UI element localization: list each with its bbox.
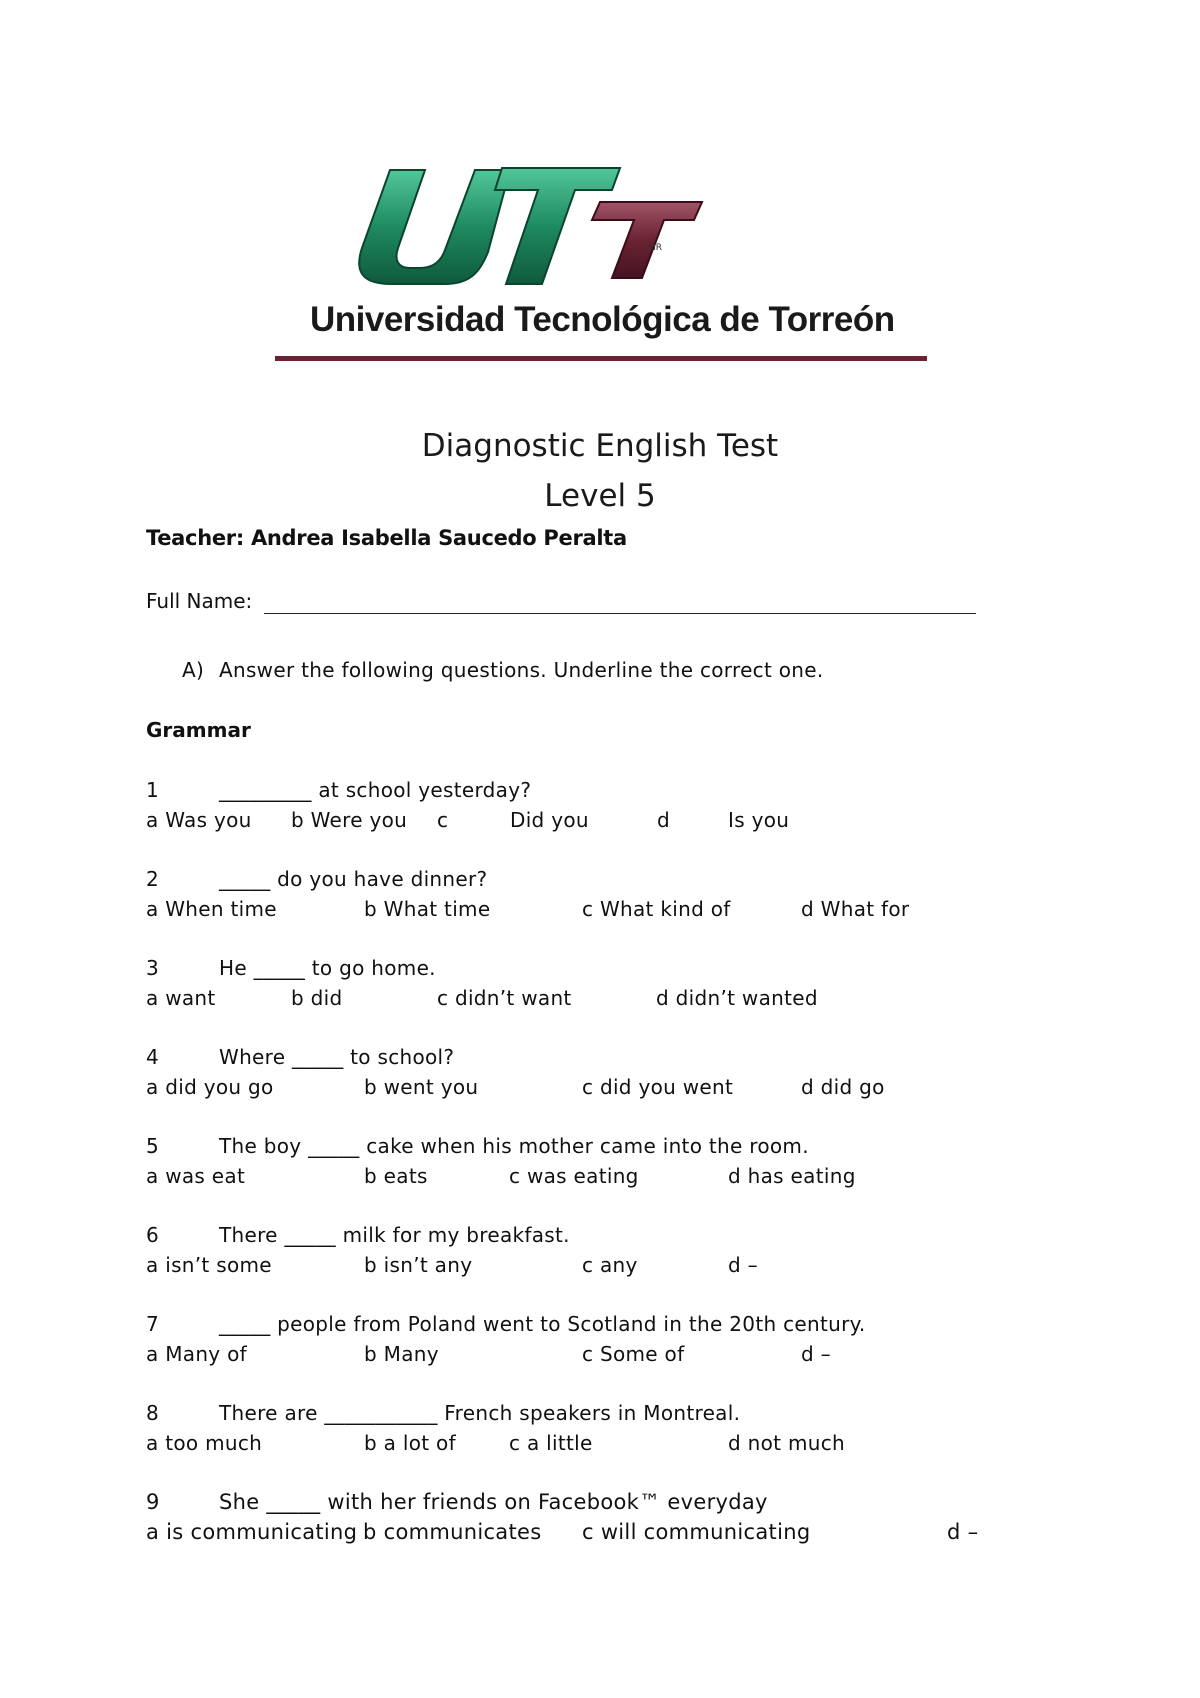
utt-logo-mark — [270, 160, 930, 300]
option-d: d did go — [801, 1075, 885, 1099]
question-number: 1 — [146, 778, 160, 802]
option-a: a was eat — [146, 1164, 246, 1188]
option-c: c What kind of — [582, 897, 731, 921]
question-stem: He _____ to go home. — [219, 956, 436, 980]
option-c: c any — [582, 1253, 638, 1277]
full-name-blank — [264, 613, 976, 614]
option-c: c Some of — [582, 1342, 685, 1366]
option-a: a want — [146, 986, 216, 1010]
option-d: Is you — [728, 808, 790, 832]
option-d: d didn’t wanted — [656, 986, 818, 1010]
question-stem: _____ do you have dinner? — [219, 867, 488, 891]
option-b: b Were you — [291, 808, 408, 832]
option-b: b Many — [364, 1342, 439, 1366]
option-d: d has eating — [728, 1164, 856, 1188]
option-c: c was eating — [509, 1164, 639, 1188]
question-number: 7 — [146, 1312, 160, 1336]
option-b: b eats — [364, 1164, 428, 1188]
question-stem: Where _____ to school? — [219, 1045, 455, 1069]
page-title: Diagnostic English Test — [421, 428, 779, 464]
instruction-marker: A) — [182, 658, 205, 682]
option-a: a Was you — [146, 808, 252, 832]
instruction-text: Answer the following questions. Underline the correct one. — [219, 658, 824, 682]
option-a: a isn’t some — [146, 1253, 272, 1277]
question-stem: _________ at school yesterday? — [219, 778, 532, 802]
question-stem: She _____ with her friends on Facebook™ everyday — [219, 1490, 768, 1514]
option-b: b isn’t any — [364, 1253, 473, 1277]
option-c: Did you — [510, 808, 589, 832]
question-number: 8 — [146, 1401, 160, 1425]
question-stem: There _____ milk for my breakfast. — [219, 1223, 570, 1247]
option-a: a Many of — [146, 1342, 247, 1366]
option-b: b communicates — [363, 1520, 542, 1544]
option-a: a too much — [146, 1431, 263, 1455]
level-subtitle: Level 5 — [544, 478, 656, 514]
question-number: 3 — [146, 956, 160, 980]
option-c-letter: c — [437, 808, 449, 832]
question-number: 4 — [146, 1045, 160, 1069]
option-b: b What time — [364, 897, 491, 921]
option-b: b went you — [364, 1075, 479, 1099]
option-a: a is communicating — [146, 1520, 358, 1544]
option-b: b did — [291, 986, 343, 1010]
option-d-letter: d — [657, 808, 670, 832]
option-d: d not much — [728, 1431, 845, 1455]
full-name-field — [146, 589, 976, 613]
option-b: b a lot of — [364, 1431, 456, 1455]
header-divider — [275, 356, 927, 361]
option-c: c a little — [509, 1431, 593, 1455]
teacher-line: Teacher: Andrea Isabella Saucedo Peralta — [146, 526, 627, 550]
option-d: d – — [947, 1520, 979, 1544]
option-c: c will communicating — [582, 1520, 811, 1544]
option-c: c didn’t want — [437, 986, 572, 1010]
option-c: c did you went — [582, 1075, 734, 1099]
question-number: 9 — [146, 1490, 160, 1514]
question-stem: _____ people from Poland went to Scotland in the 20th century. — [219, 1312, 866, 1336]
university-logo — [270, 160, 930, 370]
university-name: Universidad Tecnológica de Torreón — [310, 300, 895, 339]
full-name-label: Full Name: — [146, 589, 253, 613]
option-d: d – — [728, 1253, 758, 1277]
section-heading-grammar: Grammar — [146, 718, 251, 742]
option-d: d What for — [801, 897, 910, 921]
question-number: 2 — [146, 867, 160, 891]
question-number: 5 — [146, 1134, 160, 1158]
registered-mark: MR — [648, 243, 663, 253]
question-number: 6 — [146, 1223, 160, 1247]
option-d: d – — [801, 1342, 831, 1366]
option-a: a When time — [146, 897, 277, 921]
option-a: a did you go — [146, 1075, 274, 1099]
question-stem: There are ___________ French speakers in Montreal. — [219, 1401, 741, 1425]
question-stem: The boy _____ cake when his mother came into the room. — [219, 1134, 809, 1158]
instruction — [182, 658, 824, 682]
